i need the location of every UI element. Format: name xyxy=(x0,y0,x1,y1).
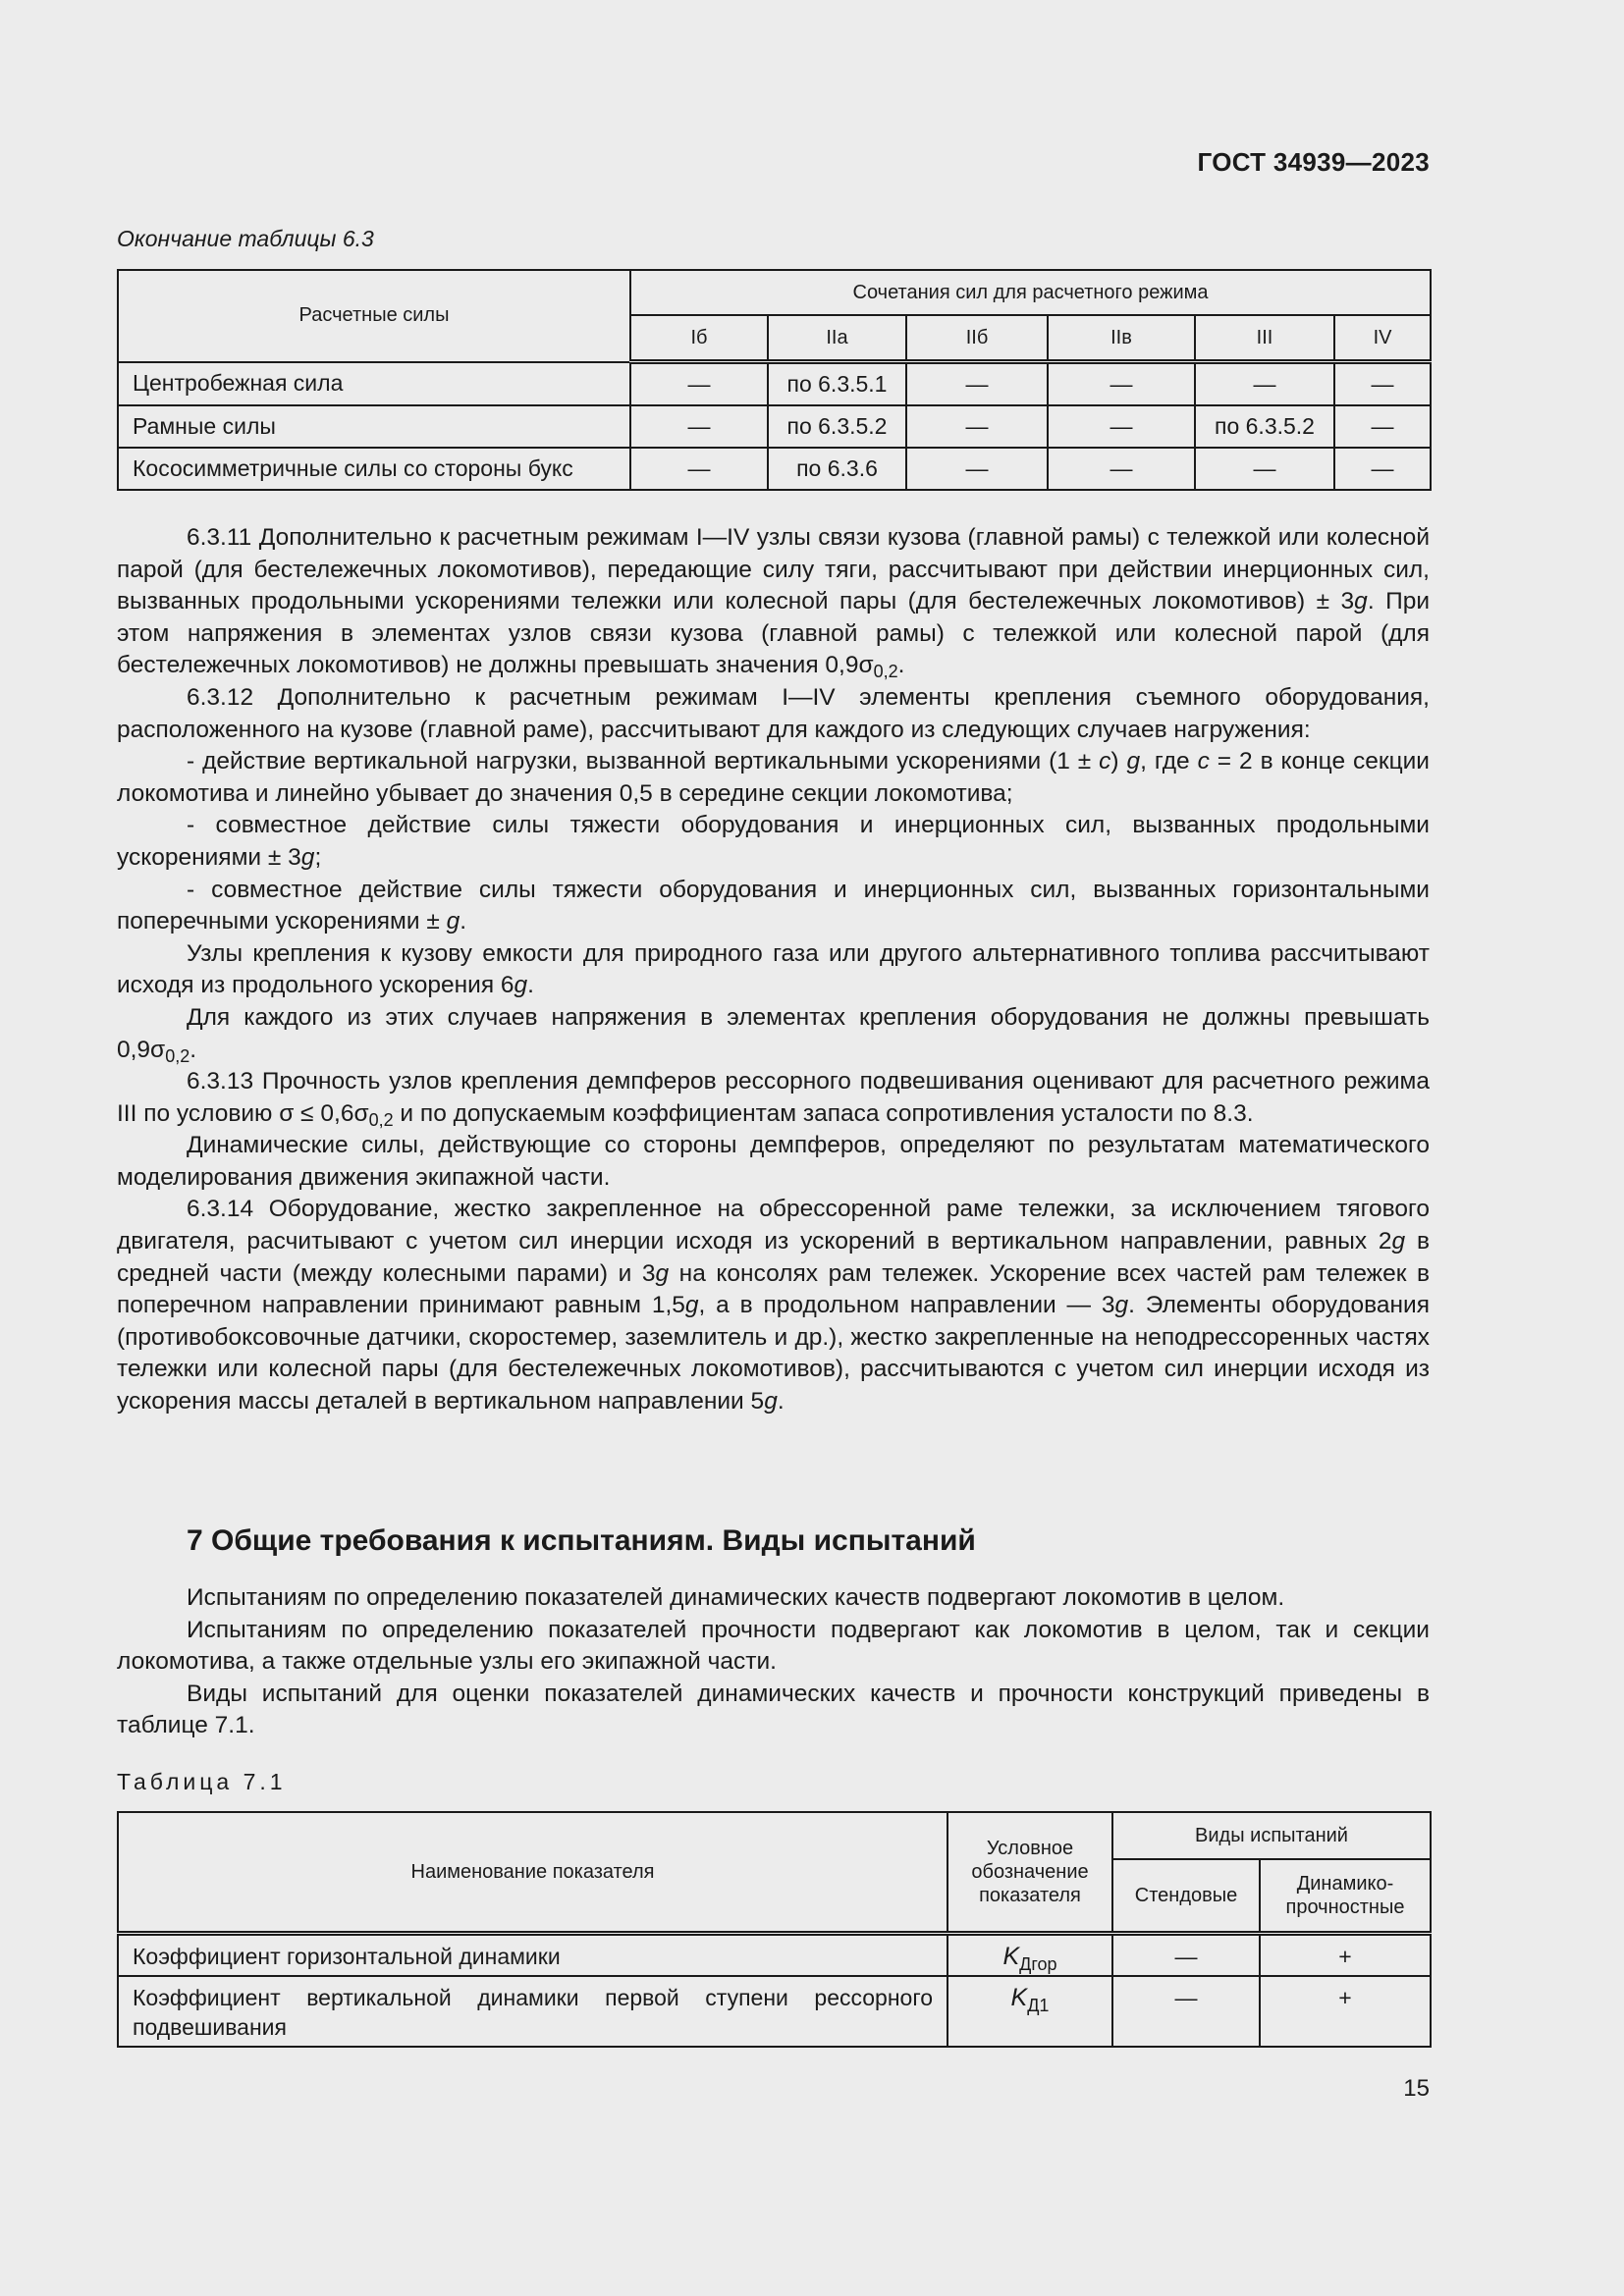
symbol-subscript: Д1 xyxy=(1027,1995,1050,2015)
table-row xyxy=(118,448,1431,490)
paragraph-6-3-13: 6.3.13 Прочность узлов крепления демпферов рессорного подвешивания оценивают для расчетного режима III по условию $\sigma \le 0,6\sigma_{0,2}$ и по допускаемым коэффициентам запаса сопротивления усталости по 8.3. xyxy=(117,1068,1430,1130)
row-label: Коэффициент вертикальной динамики первой ступени рессорного подвешивания xyxy=(118,1976,947,2047)
table-cell: — xyxy=(906,405,1048,448)
table-row xyxy=(118,362,1431,406)
table-cell: — xyxy=(1195,362,1334,406)
paragraph: Испытаниям по определению показателей динамических качеств подвергают локомотив в целом. xyxy=(187,1584,1285,1611)
table-cell: + xyxy=(1260,1976,1431,2047)
table-cell: + xyxy=(1260,1933,1431,1976)
table-row xyxy=(118,1976,1431,2047)
mode-header: IIа xyxy=(768,315,906,362)
section-7-text xyxy=(117,1582,1430,1742)
col-header-test-types: Виды испытаний xyxy=(1112,1812,1431,1859)
col-header-indicator: Наименование показателя xyxy=(118,1812,947,1933)
standard-designation: ГОСТ 34939—2023 xyxy=(1197,147,1430,177)
col-header-combinations: Сочетания сил для расчетного режима xyxy=(630,270,1431,315)
clause-6-3-text xyxy=(117,522,1430,1418)
table-cell: — xyxy=(1112,1933,1260,1976)
table-cell: — xyxy=(1195,448,1334,490)
table-cell: — xyxy=(630,405,768,448)
table-cell: по 6.3.5.1 xyxy=(768,362,906,406)
symbol-cell xyxy=(947,1933,1112,1976)
table-cell: — xyxy=(1048,448,1195,490)
row-label: Кососимметричные силы со стороны букс xyxy=(118,448,630,490)
mode-header: IIв xyxy=(1048,315,1195,362)
page-number: 15 xyxy=(1403,2075,1430,2102)
row-label: Центробежная сила xyxy=(118,362,630,406)
col-header-bench: Стендовые xyxy=(1112,1859,1260,1933)
table-cell: — xyxy=(630,362,768,406)
row-label: Коэффициент горизонтальной динамики xyxy=(118,1933,947,1976)
col-header-forces: Расчетные силы xyxy=(118,270,630,362)
paragraph-6-3-11: 6.3.11 Дополнительно к расчетным режимам I—IV узлы связи кузова (главной рамы) с тележкой или колесной парой (для бестележечных локомотивов), передающие силу тяги, рассчитывают при действии инерционных сил, вызванных продольными ускорениями тележки или колесной пары (для бестележечных локомотивов) ± 3g. При этом напряжения в элементах узлов связи кузова (главной рамы) с тележкой или колесной парой (для бестележечных локомотивов) не должны превышать значения $0,9\sigma_{0,2}$. xyxy=(117,524,1430,682)
paragraph: Виды испытаний для оценки показателей динамических качеств и прочности конструкций приведены в таблице 7.1. xyxy=(117,1680,1430,1739)
paragraph-gas-tank: Узлы крепления к кузову емкости для природного газа или другого альтернативного топлива рассчитывают исходя из продольного ускорения 6g. xyxy=(117,939,1430,999)
mode-header: III xyxy=(1195,315,1334,362)
paragraph: Испытаниям по определению показателей прочности подвергают как локомотив в целом, так и секции локомотива, а также отдельные узлы его экипажной части. xyxy=(117,1616,1430,1676)
table-cell: — xyxy=(1112,1976,1260,2047)
list-item: - совместное действие силы тяжести оборудования и инерционных сил, вызванных горизонтальными поперечными ускорениями ± g. xyxy=(117,876,1430,935)
list-item: - действие вертикальной нагрузки, вызванной вертикальными ускорениями (1 ± c) g, где c = 2 в конце секции локомотива и линейно убывает до значения 0,5 в середине секции локомотива; xyxy=(117,748,1430,807)
table-cell: по 6.3.6 xyxy=(768,448,906,490)
list-item: - совместное действие силы тяжести оборудования и инерционных сил, вызванных продольными ускорениями ± 3g; xyxy=(117,812,1430,871)
table-cell: — xyxy=(1334,405,1431,448)
mode-header: IIб xyxy=(906,315,1048,362)
table-6-3-continuation-label: Окончание таблицы 6.3 xyxy=(117,226,374,251)
table-cell: — xyxy=(1048,405,1195,448)
mode-header: IV xyxy=(1334,315,1431,362)
table-row xyxy=(118,1933,1431,1976)
row-label: Рамные силы xyxy=(118,405,630,448)
table-cell: — xyxy=(906,362,1048,406)
paragraph-6-3-12: 6.3.12 Дополнительно к расчетным режимам I—IV элементы крепления съемного оборудования, расположенного на кузове (главной раме), рассчитывают для каждого из следующих случаев нагружения: xyxy=(117,683,1430,743)
paragraph-damper-forces: Динамические силы, действующие со стороны демпферов, определяют по результатам математического моделирования движения экипажной части. xyxy=(117,1132,1430,1191)
section-7-heading: 7 Общие требования к испытаниям. Виды испытаний xyxy=(187,1524,976,1557)
table-7-1 xyxy=(117,1811,1432,2048)
table-cell: — xyxy=(1334,362,1431,406)
table-cell: — xyxy=(1048,362,1195,406)
table-7-1-caption: Таблица 7.1 xyxy=(117,1769,287,1794)
table-cell: — xyxy=(630,448,768,490)
symbol: K xyxy=(1002,1942,1020,1970)
table-cell: — xyxy=(906,448,1048,490)
paragraph-6-3-14: 6.3.14 Оборудование, жестко закрепленное на обрессоренной раме тележки, за исключением тягового двигателя, расчитывают с учетом сил инерции исходя из ускорений в вертикальном направлении, равных 2g в средней части (между колесными парами) и 3g на консолях рам тележек. Ускорение всех частей рам тележек в поперечном направлении принимают равным 1,5g, а в продольном направлении — 3g. Элементы оборудования (противобоксовочные датчики, скоростемер, заземлитель и др.), жестко закрепленные на неподрессоренных частях тележки или колесной пары (для бестележечных локомотивов), рассчитываются с учетом сил инерции исходя из ускорения массы деталей в вертикальном направлении 5g. xyxy=(117,1196,1431,1415)
table-cell: по 6.3.5.2 xyxy=(1195,405,1334,448)
symbol-cell xyxy=(947,1976,1112,2047)
paragraph-stress-limit: Для каждого из этих случаев напряжения в элементах крепления оборудования не должны превышать $0,9\sigma_{0,2}$. xyxy=(117,1003,1430,1066)
table-row xyxy=(118,405,1431,448)
table-6-3 xyxy=(117,269,1432,491)
col-header-dynamic-strength: Динамико-прочностные xyxy=(1260,1859,1431,1933)
table-cell: — xyxy=(1334,448,1431,490)
table-cell: по 6.3.5.2 xyxy=(768,405,906,448)
symbol-subscript: Дгор xyxy=(1019,1953,1057,1974)
mode-header: Iб xyxy=(630,315,768,362)
symbol: K xyxy=(1010,1983,1028,2011)
col-header-symbol: Условное обозначение показателя xyxy=(947,1812,1112,1933)
